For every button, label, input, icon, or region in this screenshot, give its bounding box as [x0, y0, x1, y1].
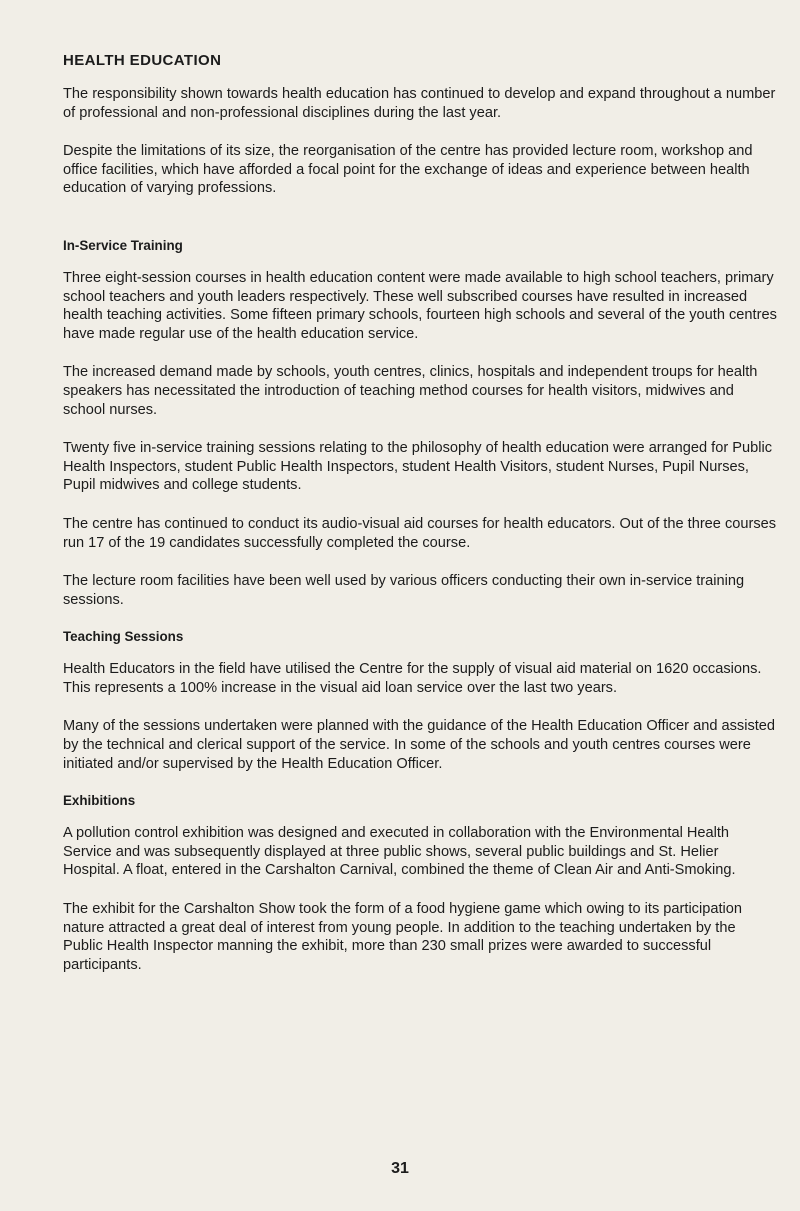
section-paragraph: Twenty five in-service training sessions relating to the philosophy of health education were arranged for Public Health Inspectors, student Public Health Inspectors, student Health Visitors, student Nurses, Pupil Nurses, Pupil midwives and college students. [63, 440, 773, 494]
document-page [63, 52, 779, 994]
section-paragraph: The lecture room facilities have been well used by various officers conducting their own in-service training sessions. [63, 573, 745, 608]
page-title: HEALTH EDUCATION [63, 52, 222, 69]
section-heading-exhibitions: Exhibitions [63, 793, 136, 809]
section-paragraph: Three eight-session courses in health education content were made available to high school teachers, primary school teachers and youth leaders respectively. These well subscribed courses have resulted in increased health teaching activities. Some fifteen primary schools, fourteen high schools and several of the youth centres have made regular use of the health education service. [63, 269, 777, 342]
intro-paragraph: Despite the limitations of its size, the reorganisation of the centre has provided lecture room, workshop and office facilities, which have afforded a focal point for the exchange of ideas and experience between health education of varying professions. [63, 143, 753, 197]
section-heading-teaching-sessions: Teaching Sessions [63, 629, 184, 645]
page-number: 31 [391, 1160, 409, 1177]
section-paragraph: The increased demand made by schools, youth centres, clinics, hospitals and independent troups for health speakers has necessitated the introduction of teaching method courses for health visitors, midwives and school nurses. [63, 364, 758, 418]
section-paragraph: Health Educators in the field have utilised the Centre for the supply of visual aid material on 1620 occasions. This represents a 100% increase in the visual aid loan service over the last two years. [63, 661, 762, 696]
section-paragraph: The exhibit for the Carshalton Show took the form of a food hygiene game which owing to its participation nature attracted a great deal of interest from young people. In addition to the teaching undertaken by the Public Health Inspector manning the exhibit, more than 230 small prizes were awarded to successful participants. [63, 901, 742, 973]
section-heading-in-service-training: In-Service Training [63, 237, 183, 253]
intro-paragraph: The responsibility shown towards health education has continued to develop and expand throughout a number of professional and non-professional disciplines during the last year. [63, 86, 776, 121]
section-paragraph: The centre has continued to conduct its audio-visual aid courses for health educators. Out of the three courses run 17 of the 19 candidates successfully completed the course. [63, 515, 777, 551]
section-paragraph: Many of the sessions undertaken were planned with the guidance of the Health Education Officer and assisted by the technical and clerical support of the service. In some of the schools and youth centres courses were initiated and/or supervised by the Health Education Officer. [63, 718, 776, 772]
section-paragraph: A pollution control exhibition was designed and executed in collaboration with the Environmental Health Service and was subsequently displayed at three public shows, several public buildings and St. Helier Hospital. A float, entered in the Carshalton Carnival, combined the theme of Clean Air and Anti-Smoking. [63, 825, 736, 879]
